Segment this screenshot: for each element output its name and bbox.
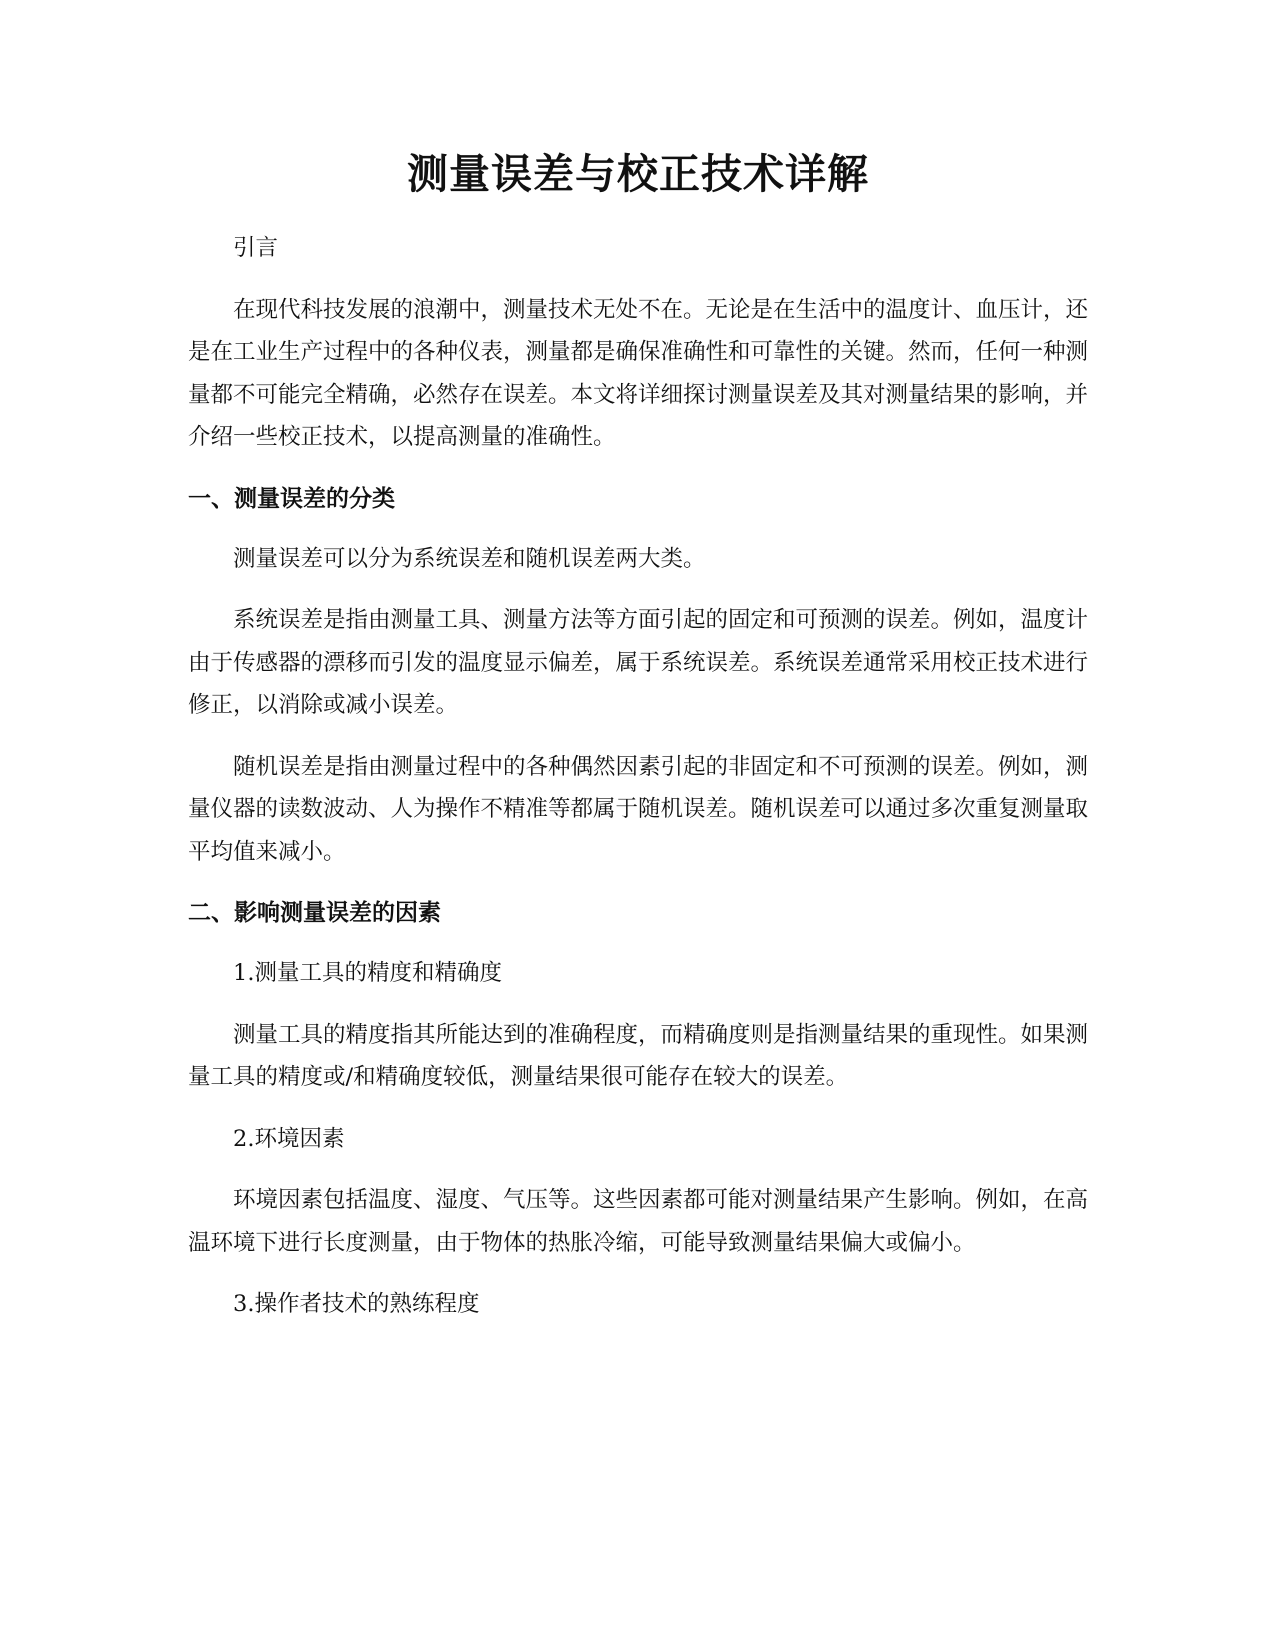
intro-paragraph: 在现代科技发展的浪潮中，测量技术无处不在。无论是在生活中的温度计、血压计，还是在工业生产过程中的各种仪表，测量都是确保准确性和可靠性的关键。然而，任何一种测量都不可能完全精确，必然存在误差。本文将详细探讨测量误差及其对测量结果的影响，并介绍一些校正技术，以提高测量的准确性。 — [188, 296, 1089, 450]
section1-paragraph-3: 随机误差是指由测量过程中的各种偶然因素引起的非固定和不可预测的误差。例如，测量仪器的读数波动、人为操作不精准等都属于随机误差。随机误差可以通过多次重复测量取平均值来减小。 — [188, 753, 1089, 865]
section2-item-3-label: 3.操作者技术的熟练程度 — [233, 1291, 480, 1317]
section2-item-1-text: 测量工具的精度指其所能达到的准确程度，而精确度则是指测量结果的重现性。如果测量工具的精度或/和精确度较低，测量结果很可能存在较大的误差。 — [188, 1021, 1089, 1090]
section2-item-2-label: 2.环境因素 — [233, 1125, 345, 1152]
section1-heading: 一、测量误差的分类 — [188, 485, 395, 512]
section2-heading: 二、影响测量误差的因素 — [188, 900, 441, 926]
section2-item-2-text: 环境因素包括温度、湿度、气压等。这些因素都可能对测量结果产生影响。例如，在高温环境下进行长度测量，由于物体的热胀冷缩，可能导致测量结果偏大或偏小。 — [188, 1187, 1089, 1256]
document-title: 测量误差与校正技术详解 — [407, 150, 869, 198]
intro-label: 引言 — [233, 235, 279, 261]
section2-item-1-label: 1.测量工具的精度和精确度 — [233, 960, 502, 986]
section1-paragraph-1: 测量误差可以分为系统误差和随机误差两大类。 — [233, 545, 706, 572]
section1-paragraph-2: 系统误差是指由测量工具、测量方法等方面引起的固定和可预测的误差。例如，温度计由于传感器的漂移而引发的温度显示偏差，属于系统误差。系统误差通常采用校正技术进行修正，以消除或减小误差。 — [188, 607, 1089, 718]
document-body — [188, 148, 1088, 1326]
